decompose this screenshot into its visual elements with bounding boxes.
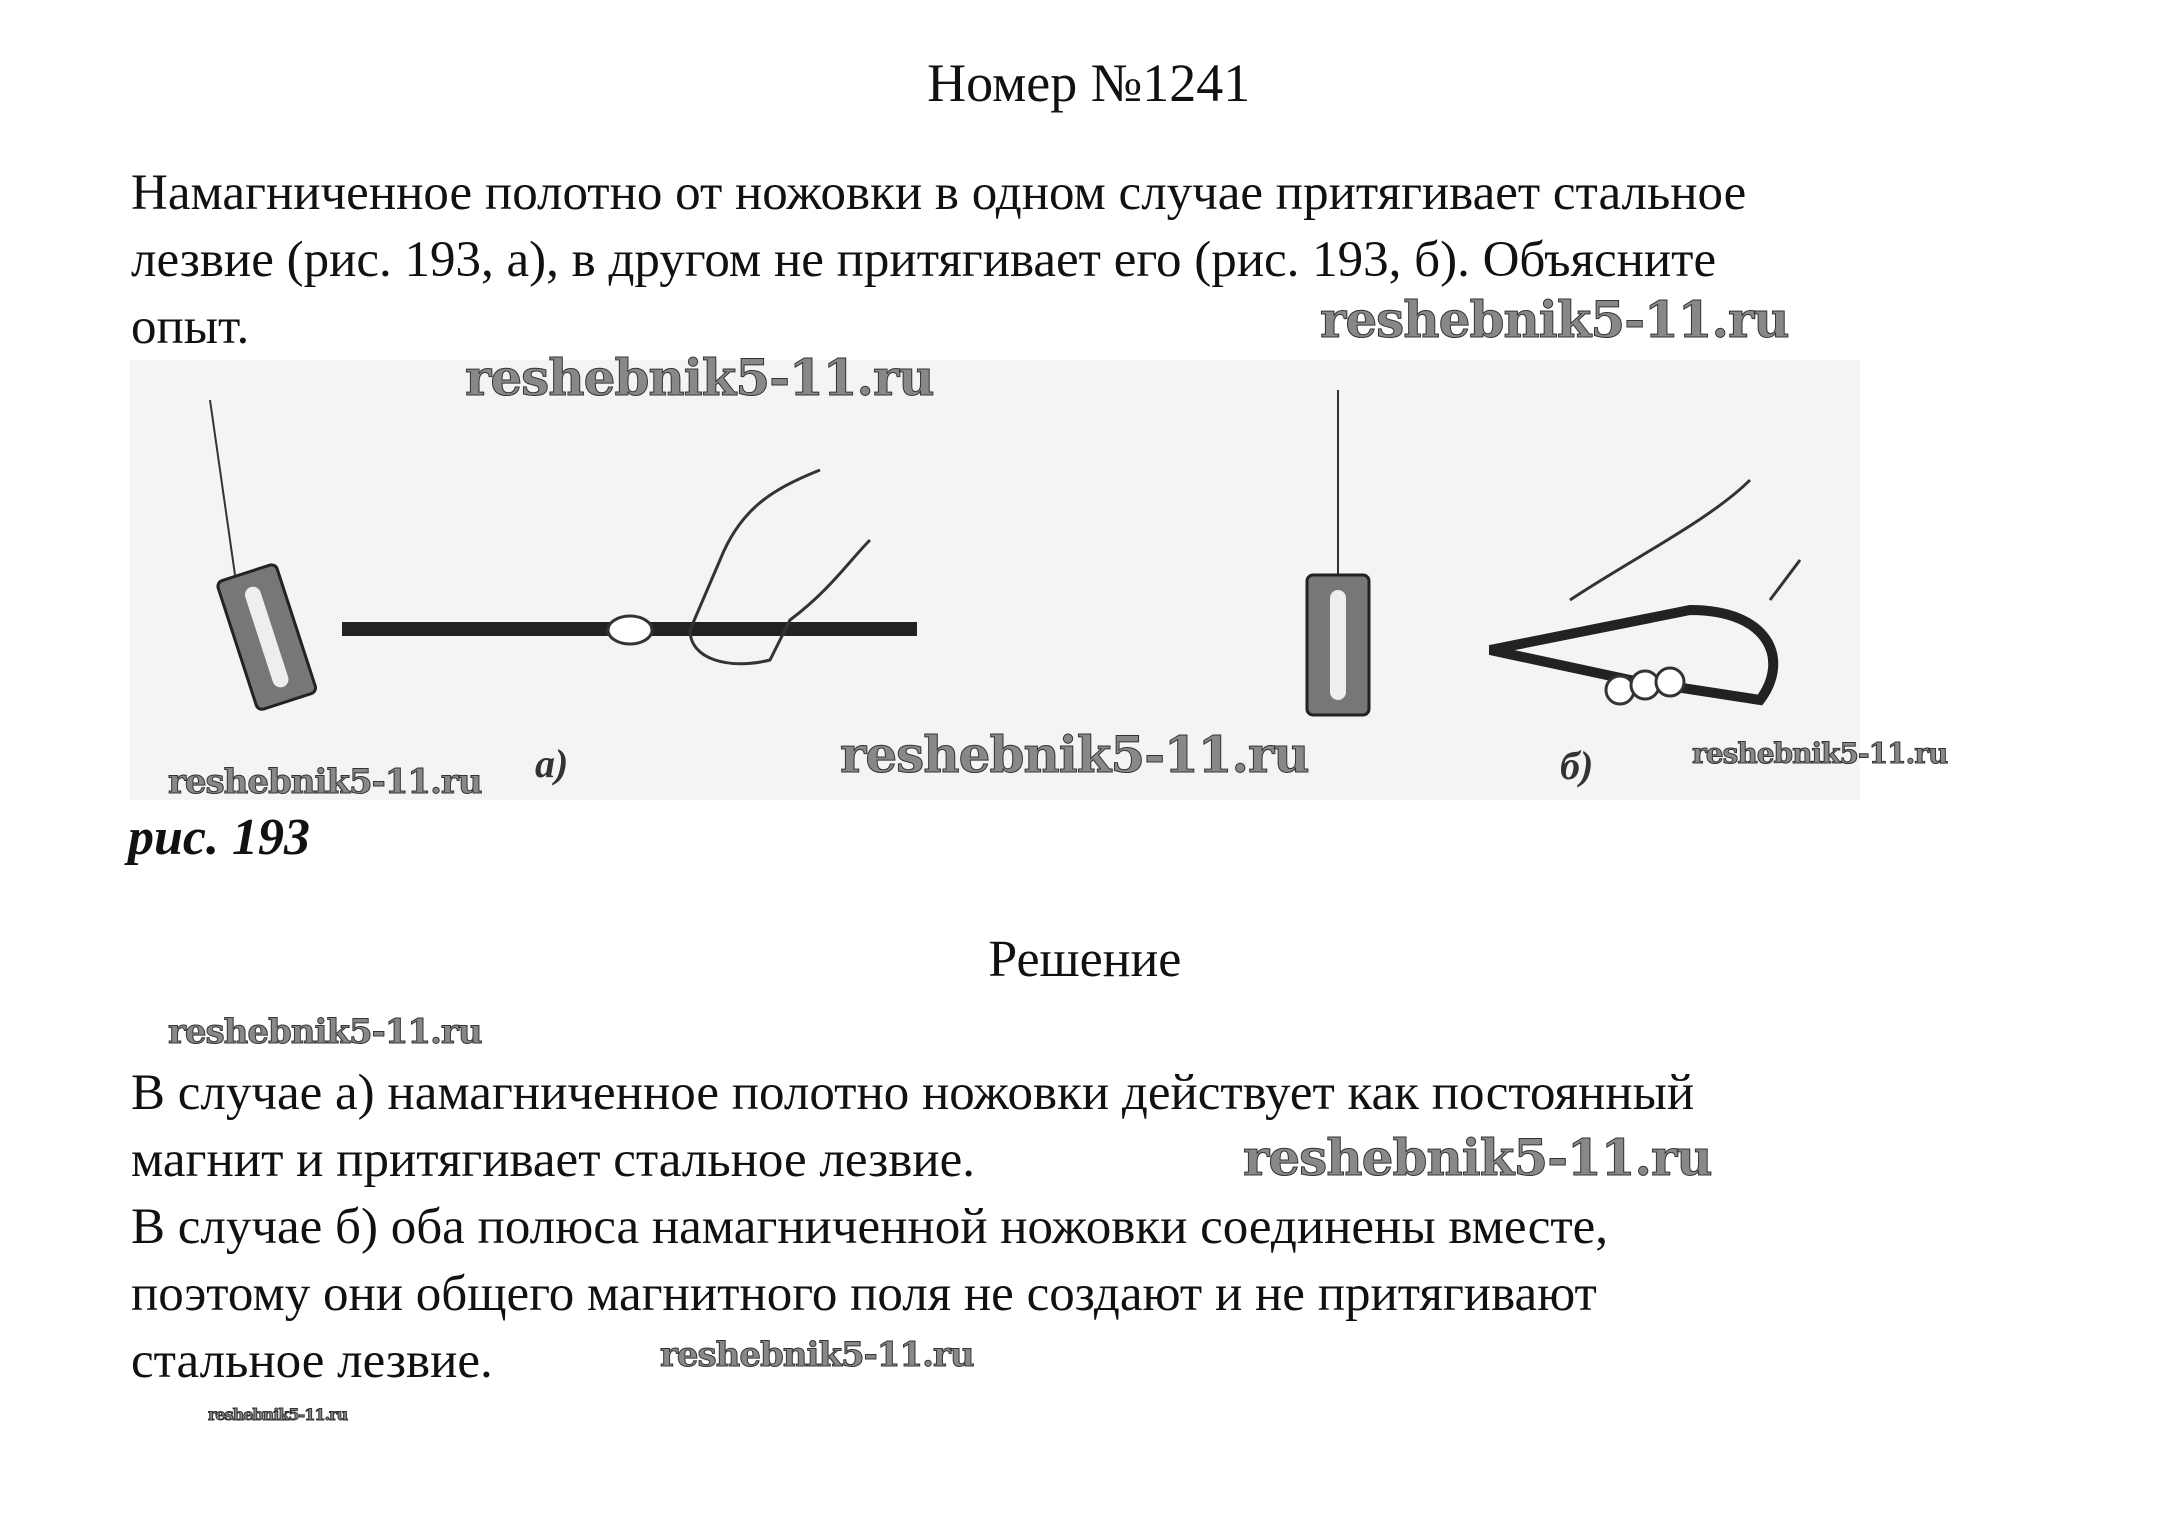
razor-blade-b [1307,575,1369,715]
watermark: reshebnik5-11.ru [208,1405,348,1424]
watermark: reshebnik5-11.ru [168,762,482,802]
figure-label-a: а) [535,741,569,786]
solution-line: стальное лезвие. [131,1333,493,1389]
figure-label-b: б) [1560,743,1594,788]
watermark: reshebnik5-11.ru [660,1335,974,1375]
solution-line: В случае б) оба полюса намагниченной ножовки соединены вместе, [131,1199,1609,1255]
watermark: reshebnik5-11.ru [465,348,934,407]
problem-line: опыт. [131,299,250,355]
figure-caption: рис. 193 [128,809,310,866]
problem-line: Намагниченное полотно от ножовки в одном случае притягивает стальное [131,165,1747,221]
watermark: reshebnik5-11.ru [1692,737,1948,770]
solution-line: В случае а) намагниченное полотно ножовки действует как постоянный [131,1065,1695,1121]
watermark: reshebnik5-11.ru [840,725,1309,784]
page-title: Номер №1241 [927,53,1251,113]
watermark: reshebnik5-11.ru [1243,1128,1712,1187]
solution-line: магнит и притягивает стальное лезвие. [131,1132,975,1188]
problem-line: лезвие (рис. 193, а), в другом не притягивает его (рис. 193, б). Объясните [131,232,1717,288]
watermark: reshebnik5-11.ru [168,1012,482,1052]
solution-heading: Решение [988,931,1182,988]
watermark: reshebnik5-11.ru [1320,290,1789,349]
solution-line: поэтому они общего магнитного поля не создают и не притягивают [131,1266,1597,1322]
